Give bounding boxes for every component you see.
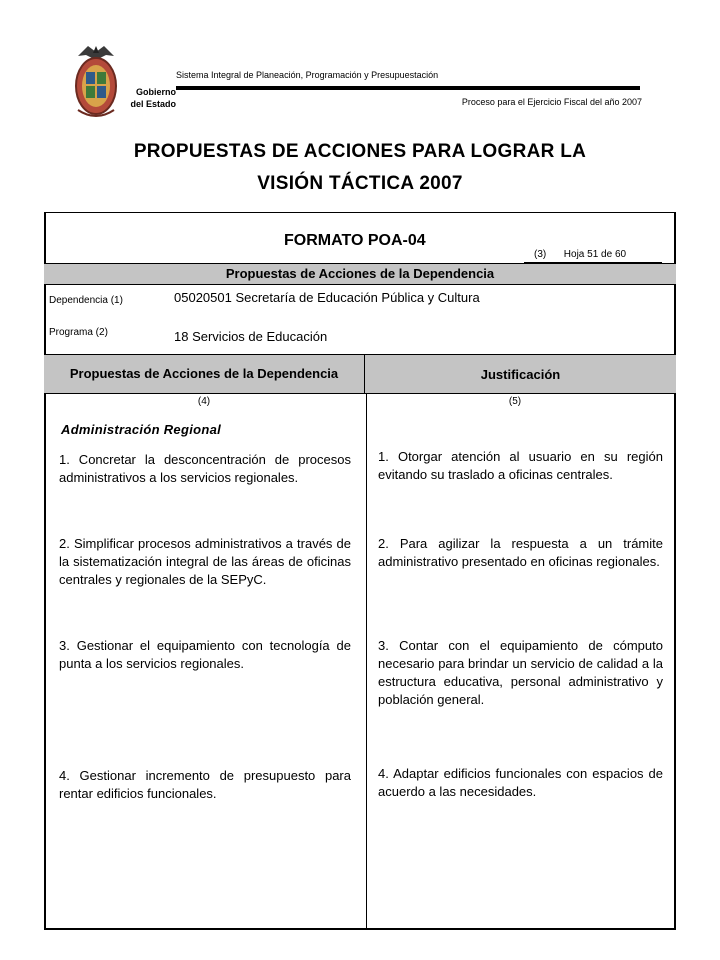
action-item-2: 2. Simplificar procesos administrativos a través de la sistematización integral de las áreas de oficinas centrales y regionales de la SEPyC. xyxy=(59,536,351,587)
section-title: Administración Regional xyxy=(61,422,222,437)
action-item-1: 1. Concretar la desconcentración de procesos administrativos a los servicios regionales. xyxy=(59,452,351,485)
justification-item-3: 3. Contar con el equipamiento de cómputo necesario para brindar un servicio de calidad a la estructura educativa, personal administrativo y población general. xyxy=(378,638,663,707)
justification-column-number: (5) xyxy=(508,396,522,407)
sheet-ref: (3) xyxy=(534,249,547,260)
justification-item-2: 2. Para agilizar la respuesta a un trámite administrativo presentado en oficinas regionales. xyxy=(378,536,663,569)
action-item-3: 3. Gestionar el equipamiento con tecnología de punta a los servicios regionales. xyxy=(59,638,351,671)
state-seal-logo xyxy=(72,42,120,120)
column-headers xyxy=(44,354,676,394)
process-year: Proceso para el Ejercicio Fiscal del año 2007 xyxy=(461,97,642,107)
government-label: Gobierno del Estado xyxy=(130,87,176,109)
action-item-4: 4. Gestionar incremento de presupuesto para rentar edificios funcionales. xyxy=(59,768,351,801)
justification-item-1: 1. Otorgar atención al usuario en su región evitando su traslado a oficinas centrales. xyxy=(378,449,663,482)
actions-column-number: (4) xyxy=(197,396,211,407)
actions-column-header: Propuestas de Acciones de la Dependencia xyxy=(44,355,365,393)
sheet-count: Hoja 51 de 60 xyxy=(563,249,627,260)
sheet-number xyxy=(534,249,626,260)
header-rule xyxy=(176,86,640,90)
dependency-value: 05020501 Secretaría de Educación Pública y Cultura xyxy=(174,290,480,305)
system-name: Sistema Integral de Planeación, Programación y Presupuestación xyxy=(176,70,439,80)
page-title-line-1: PROPUESTAS DE ACCIONES PARA LOGRAR LA xyxy=(133,141,587,162)
form-name: FORMATO POA-04 xyxy=(284,232,426,249)
justification-item-4: 4. Adaptar edificios funcionales con espacios de acuerdo a las necesidades. xyxy=(378,766,663,799)
page-title xyxy=(60,136,660,200)
column-divider xyxy=(366,394,367,929)
justification-column-header: Justificación xyxy=(480,366,561,382)
program-value: 18 Servicios de Educación xyxy=(174,329,328,344)
page-title-line-2: VISIÓN TÁCTICA 2007 xyxy=(257,173,463,194)
section-band: Propuestas de Acciones de la Dependencia xyxy=(44,263,676,285)
program-label: Programa (2) xyxy=(49,327,108,338)
dependency-label: Dependencia (1) xyxy=(49,295,123,306)
